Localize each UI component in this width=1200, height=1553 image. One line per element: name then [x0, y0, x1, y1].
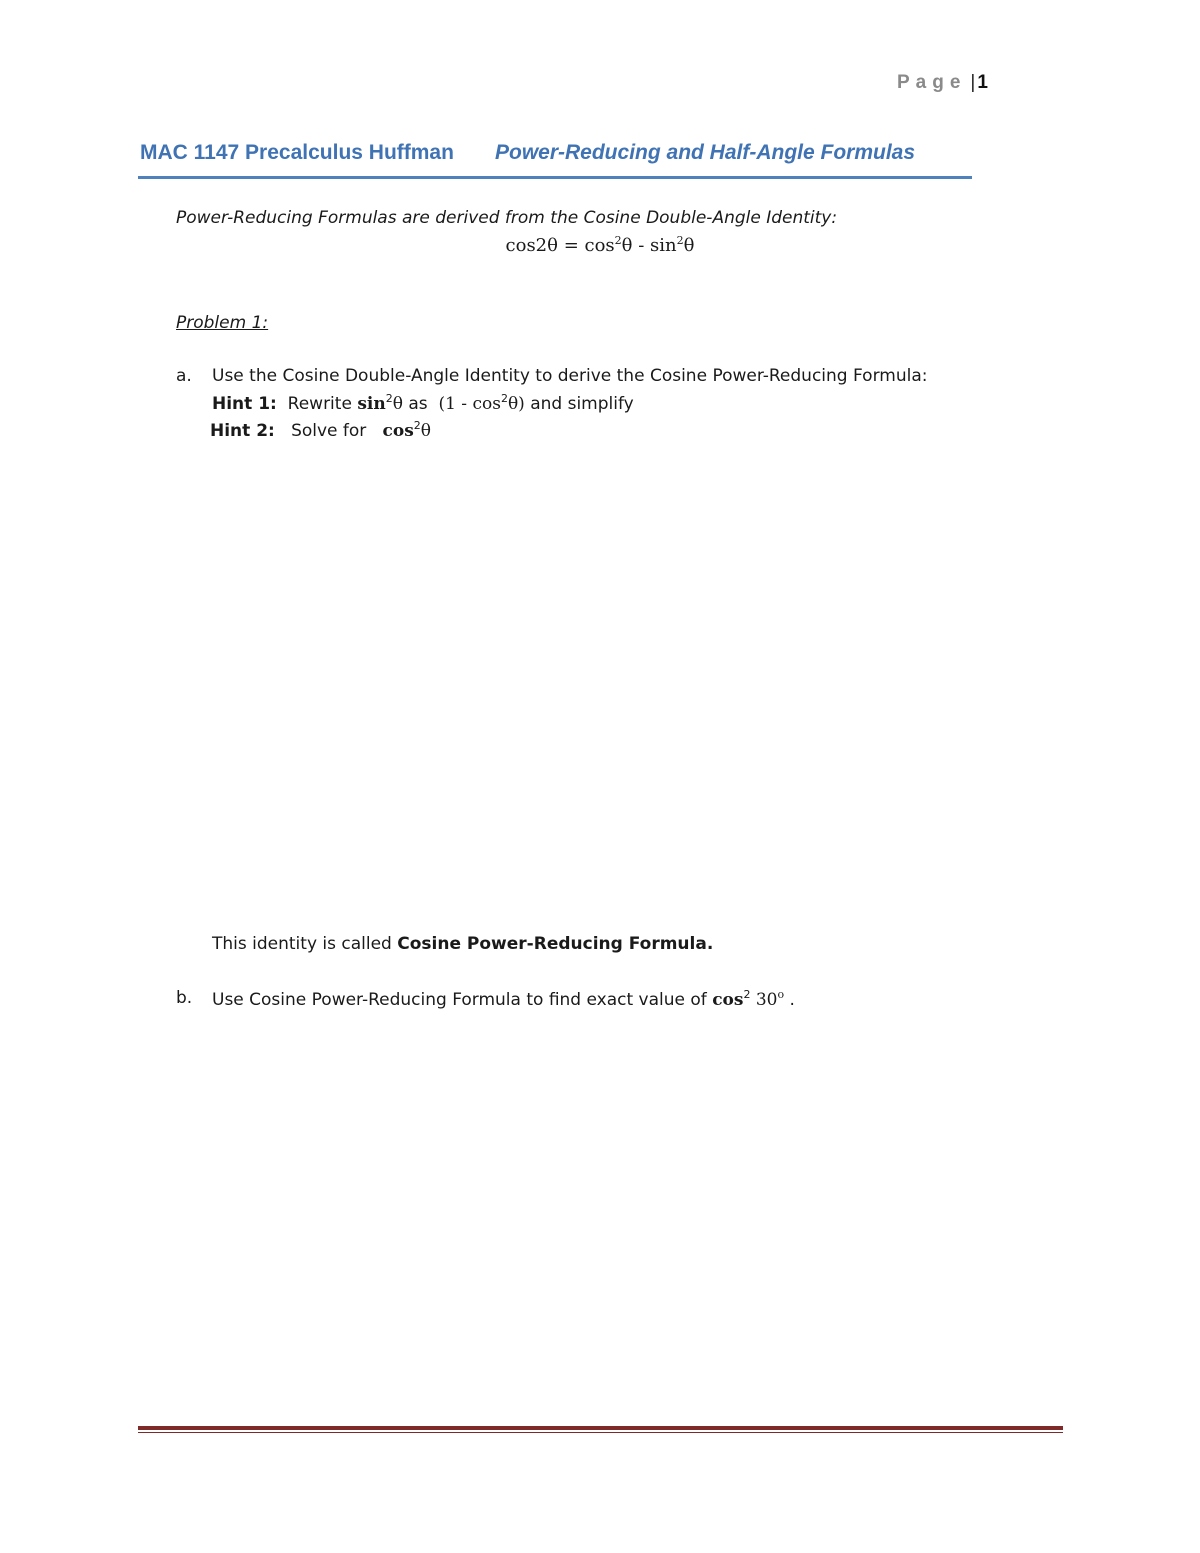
hint-1-expr: (1 - cos [438, 394, 501, 414]
item-a-marker: a. [176, 366, 192, 386]
item-b-marker: b. [176, 988, 193, 1008]
hint-1-post: and simplify [530, 394, 634, 414]
hint-1-label: Hint 1: [212, 394, 277, 414]
called-bold: Cosine Power-Reducing Formula. [397, 934, 714, 954]
problem-title: Problem 1: [176, 313, 269, 333]
item-b-degree: o [777, 988, 785, 1001]
identity-mid: θ - sin [621, 235, 677, 256]
page-word: Page [897, 72, 967, 93]
hint-1-exp-2: 2 [500, 392, 508, 405]
page-separator: | [970, 72, 976, 93]
footer-rule-thin [138, 1432, 1063, 1433]
item-b-end: . [789, 990, 795, 1010]
hint-1-exp-1: 2 [385, 392, 393, 405]
intro-text: Power-Reducing Formulas are derived from the Cosine Double-Angle Identity: [176, 208, 838, 228]
course-title: MAC 1147 Precalculus Huffman [140, 141, 454, 164]
called-pre: This identity is called [212, 934, 392, 954]
hint-1-theta-2: θ) [507, 394, 525, 414]
item-b-exp: 2 [743, 988, 751, 1001]
hint-2-pre: Solve for [291, 421, 367, 441]
topic-title: Power-Reducing and Half-Angle Formulas [495, 141, 916, 164]
hint-1-sin: sin [357, 394, 386, 414]
hint-1 [212, 392, 634, 414]
identity-end: θ [683, 235, 695, 256]
hint-1-as: as [408, 394, 428, 414]
item-b-text: Use Cosine Power-Reducing Formula to find exact value of [212, 990, 707, 1010]
identity-exp-1: 2 [614, 234, 622, 247]
hint-2-exp: 2 [413, 419, 421, 432]
double-angle-identity [0, 234, 1200, 256]
item-b [212, 988, 795, 1010]
item-b-cos: cos [712, 990, 744, 1010]
hint-2 [210, 419, 431, 441]
identity-exp-2: 2 [676, 234, 684, 247]
footer-rule-thick [138, 1426, 1063, 1430]
header-rule [138, 176, 972, 179]
identity-lhs: cos2θ = cos [505, 235, 615, 256]
page-number [897, 72, 988, 94]
item-a-text: Use the Cosine Double-Angle Identity to derive the Cosine Power-Reducing Formula: [212, 366, 928, 386]
hint-2-label: Hint 2: [210, 421, 275, 441]
page-number-value: 1 [977, 72, 988, 93]
hint-1-pre: Rewrite [287, 394, 352, 414]
identity-name-note [212, 934, 713, 954]
hint-2-theta: θ [420, 421, 432, 441]
hint-1-theta-1: θ [392, 394, 403, 414]
hint-2-cos: cos [382, 421, 414, 441]
item-b-value: 30 [755, 990, 778, 1010]
